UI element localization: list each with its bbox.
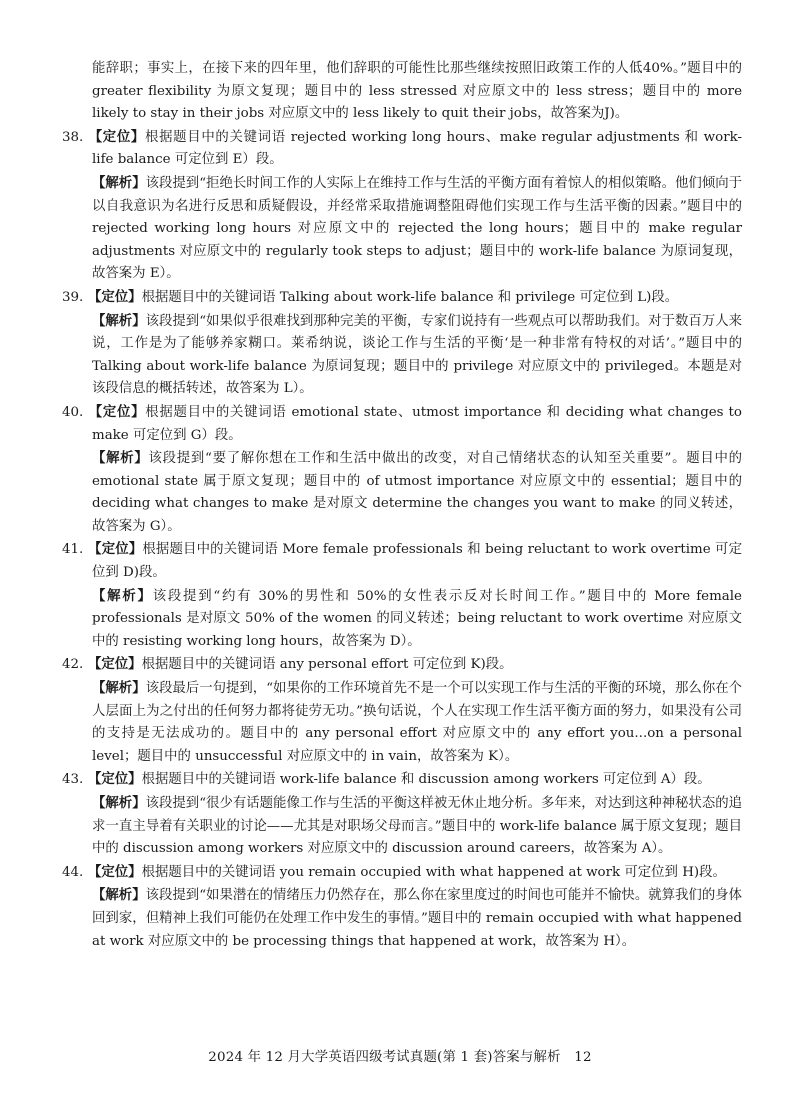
- analysis-text: 该段提到“约有 30%的男性和 50%的女性表示反对长时间工作。”题目中的 More female professionals 是对原文 50% of the women 的同义转述；being reluctant to work overtime 对应原文中的 resisting working long hours，故答案为 D）。: [92, 588, 742, 649]
- question-number: 42.: [62, 657, 84, 673]
- locate-text: 根据题目中的关键词语 More female professionals 和 being reluctant to work overtime 可定位到 D)段。: [92, 542, 742, 581]
- locate-label: 【定位】: [88, 403, 146, 420]
- analysis-text: 该段提到“如果潜在的情绪压力仍然存在，那么你在家里度过的时间也可能并不愉快。就算我们的身体回到家，但精神上我们可能仍在处理工作中发生的事情。”题目中的 remain occupied with what happened at work 对应原文中的 be processing things that happened at work，故答案为 H）。: [92, 888, 743, 949]
- analysis-text: 该段提到“很少有话题能像工作与生活的平衡这样被无休止地分析。多年来，对达到这种神秘状态的追求一直主导着有关职业的讨论——尤其是对职场父母而言。”题目中的 work-life balance 属于原文复现；题目中的 discussion among workers 对应原文中的 discussion around careers，故答案为 A）。: [92, 796, 743, 857]
- analysis-line: [62, 310, 742, 401]
- locate-text: 根据题目中的关键词语 any personal effort 可定位到 K)段。: [141, 657, 513, 673]
- answer-item: [62, 286, 742, 401]
- analysis-label: 【解析】: [92, 174, 146, 191]
- locate-label: 【定位】: [88, 863, 142, 880]
- answer-items: [62, 126, 742, 953]
- page-footer: 2024 年 12 月大学英语四级考试真题(第 1 套)答案与解析 12: [208, 1050, 592, 1065]
- locate-text: 根据题目中的关键词语 Talking about work-life balance 和 privilege 可定位到 L)段。: [141, 289, 679, 305]
- locate-line: [62, 768, 742, 792]
- question-number: 44.: [62, 864, 84, 880]
- analysis-line: [62, 172, 742, 286]
- analysis-text: 该段提到“要了解你想在工作和生活中做出的改变，对自己情绪状态的认知至关重要”。题目中的 emotional state 属于原文复现；题目中的 of utmost importance 对应原文中的 essential；题目中的 deciding what changes to make 是对原文 determine the changes you want to make 的同义转述，故答案为 G）。: [92, 451, 742, 534]
- locate-label: 【定位】: [88, 656, 142, 673]
- locate-line: [62, 401, 742, 447]
- analysis-text: 该段提到“如果似乎很难找到那种完美的平衡，专家们说持有一些观点可以帮助我们。对于数百万人来说，工作是为了能够养家糊口。莱希纳说，谈论工作与生活的平衡‘是一种非常有特权的对话’。”题目中的 Talking about work-life balance 为原词复现；题目中的 privilege 对应原文中的 privileged。本题是对该段信息的概括转述，故答案为 L）。: [92, 313, 743, 397]
- analysis-label: 【解析】: [92, 450, 149, 467]
- locate-label: 【定位】: [88, 128, 146, 145]
- answer-item: [62, 538, 742, 653]
- locate-text: 根据题目中的关键词语 you remain occupied with what happened at work 可定位到 H)段。: [141, 864, 726, 880]
- analysis-label: 【解析】: [92, 795, 146, 811]
- analysis-line: [62, 585, 742, 654]
- question-number: 43.: [62, 772, 84, 788]
- question-number: 38.: [62, 129, 84, 145]
- analysis-line: [62, 792, 742, 861]
- document-body: [62, 58, 742, 953]
- locate-label: 【定位】: [88, 288, 142, 305]
- answer-item: [62, 861, 742, 953]
- locate-line: [62, 861, 742, 885]
- locate-line: [62, 653, 742, 677]
- answer-item: [62, 653, 742, 768]
- question-number: 41.: [62, 542, 84, 558]
- question-number: 39.: [62, 289, 84, 305]
- locate-text: 根据题目中的关键词语 work-life balance 和 discussion among workers 可定位到 A）段。: [141, 772, 711, 788]
- locate-line: [62, 126, 742, 172]
- answer-item: [62, 768, 742, 860]
- locate-label: 【定位】: [88, 541, 143, 558]
- analysis-line: [62, 677, 742, 768]
- analysis-label: 【解析】: [92, 312, 146, 329]
- locate-text: 根据题目中的关键词语 rejected working long hours、make regular adjustments 和 work-life balance 可定位到 E）段。: [92, 129, 742, 168]
- analysis-text: 该段提到“拒绝长时间工作的人实际上在维持工作与生活的平衡方面有着惊人的相似策略。他们倾向于以自我意识为名进行反思和质疑假设，并经常采取措施调整阻碍他们实现工作与生活平衡的因素。”题目中的 rejected working long hours 对应原文中的 rejected the long hours；题目中的 make regular adjustments 对应原文中的 regularly took steps to adjust；题目中的 work-life balance 为原词复现，故答案为 E）。: [92, 175, 743, 282]
- answer-item: [62, 401, 742, 539]
- analysis-label: 【解析】: [92, 587, 153, 604]
- question-number: 40.: [62, 404, 84, 420]
- locate-text: 根据题目中的关键词语 emotional state、utmost importance 和 deciding what changes to make 可定位到 G）段。: [92, 404, 742, 443]
- locate-label: 【定位】: [88, 771, 142, 788]
- intro-paragraph: 能辞职；事实上，在接下来的四年里，他们辞职的可能性比那些继续按照旧政策工作的人低40%。”题目中的 greater flexibility 为原文复现；题目中的 less stressed 对应原文中的 less stress；题目中的 more likely to stay in their jobs 对应原文中的 less likely to quit their jobs，故答案为J)。: [92, 61, 742, 122]
- analysis-label: 【解析】: [92, 887, 146, 904]
- answer-item: [62, 126, 742, 286]
- analysis-text: 该段最后一句提到，“如果你的工作环境首先不是一个可以实现工作与生活的平衡的环境，那么你在个人层面上为之付出的任何努力都将徒劳无功。”换句话说，个人在实现工作生活平衡方面的努力，如果没有公司的支持是无法成功的。题目中的 any personal effort 对应原文中的 any effort you...on a personal level；题目中的 unsuccessful 对应原文中的 in vain，故答案为 K）。: [92, 681, 743, 764]
- analysis-line: [62, 447, 742, 538]
- analysis-label: 【解析】: [92, 680, 146, 697]
- analysis-line: [62, 884, 742, 953]
- locate-line: [62, 286, 742, 310]
- locate-line: [62, 538, 742, 584]
